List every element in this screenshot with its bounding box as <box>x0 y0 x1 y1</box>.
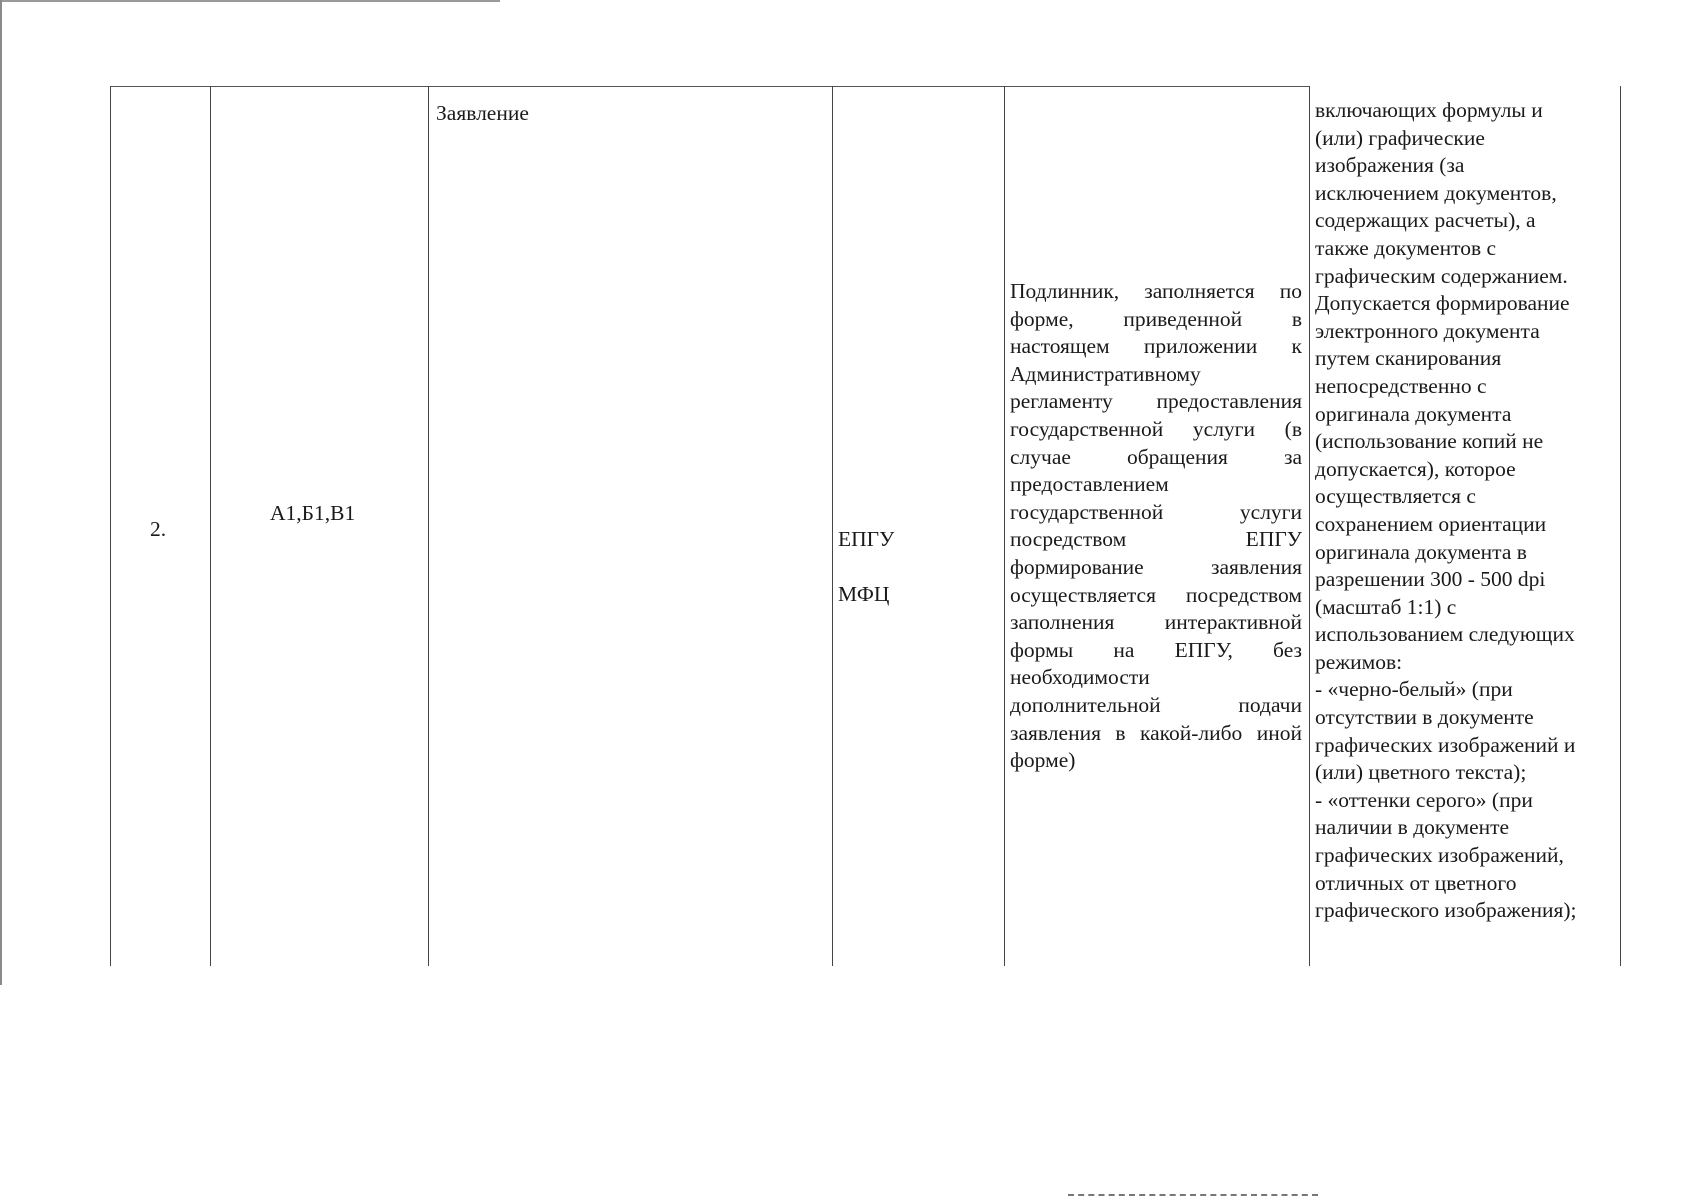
channel-mfc: МФЦ <box>838 581 890 606</box>
details-line: графических изображений и <box>1315 732 1576 757</box>
details-line: допускается), которое <box>1315 456 1516 481</box>
document-name: Заявление <box>436 101 529 125</box>
details-line: графических изображений, <box>1315 843 1564 868</box>
details-line: сохранением ориентации <box>1315 511 1547 536</box>
details-line: режимов: <box>1315 649 1403 674</box>
submission-channels <box>838 498 894 636</box>
electronic-format-details <box>1315 97 1615 925</box>
details-line: отличных от цветного <box>1315 870 1517 895</box>
scan-edge-left <box>0 0 2 985</box>
details-line: путем сканирования <box>1315 346 1502 371</box>
scan-mark-bottom <box>1068 1194 1318 1202</box>
channel-epgu: ЕПГУ <box>838 526 895 551</box>
details-line: также документов с <box>1315 235 1497 260</box>
details-line: изображения (за <box>1315 153 1465 178</box>
details-line: осуществляется с <box>1315 484 1476 509</box>
column-border-6 <box>1309 86 1310 966</box>
details-line: отсутствии в документе <box>1315 705 1534 730</box>
column-border-3 <box>428 86 429 966</box>
details-line: электронного документа <box>1315 318 1540 343</box>
details-line: наличии в документе <box>1315 815 1510 840</box>
row-number: 2. <box>150 517 167 541</box>
details-line: (масштаб 1:1) с <box>1315 594 1457 619</box>
column-border-4 <box>832 86 833 966</box>
column-border-2 <box>210 86 211 966</box>
column-border-7 <box>1620 86 1621 966</box>
details-line: содержащих расчеты), а <box>1315 208 1536 233</box>
details-line: использованием следующих <box>1315 622 1575 647</box>
column-border-5 <box>1004 86 1005 966</box>
details-line: (или) графические <box>1315 125 1485 150</box>
details-line: Допускается формирование <box>1315 291 1570 316</box>
details-line: (или) цветного текста); <box>1315 760 1527 785</box>
details-line: - «черно-белый» (при <box>1315 677 1513 702</box>
details-line: графическим содержанием. <box>1315 263 1568 288</box>
column-border-1 <box>110 86 111 966</box>
table-top-border <box>110 86 1310 87</box>
details-line: непосредственно с <box>1315 373 1487 398</box>
details-line: - «оттенки серого» (при <box>1315 787 1533 812</box>
details-line: графического изображения); <box>1315 898 1577 923</box>
document-requirements: Подлинник, заполняется по форме, приведенной в настоящем приложении к Административному регламенту предоставления государственной услуги (в случае обращения за предоставлением государственной услуги посредством ЕПГУ формирование заявления осуществляется посредством заполнения интерактивной формы на ЕПГУ, без необходимости дополнительной подачи заявления в какой-либо иной форме) <box>1010 279 1302 773</box>
details-line: (использование копий не <box>1315 429 1544 454</box>
details-line: разрешении 300 - 500 dpi <box>1315 567 1546 592</box>
document-table <box>110 86 1620 966</box>
details-line: оригинала документа в <box>1315 539 1527 564</box>
scan-edge-top <box>0 0 500 2</box>
details-line: включающих формулы и <box>1315 98 1543 122</box>
details-line: исключением документов, <box>1315 180 1557 205</box>
details-line: оригинала документа <box>1315 401 1512 426</box>
row-codes: А1,Б1,В1 <box>270 501 356 525</box>
